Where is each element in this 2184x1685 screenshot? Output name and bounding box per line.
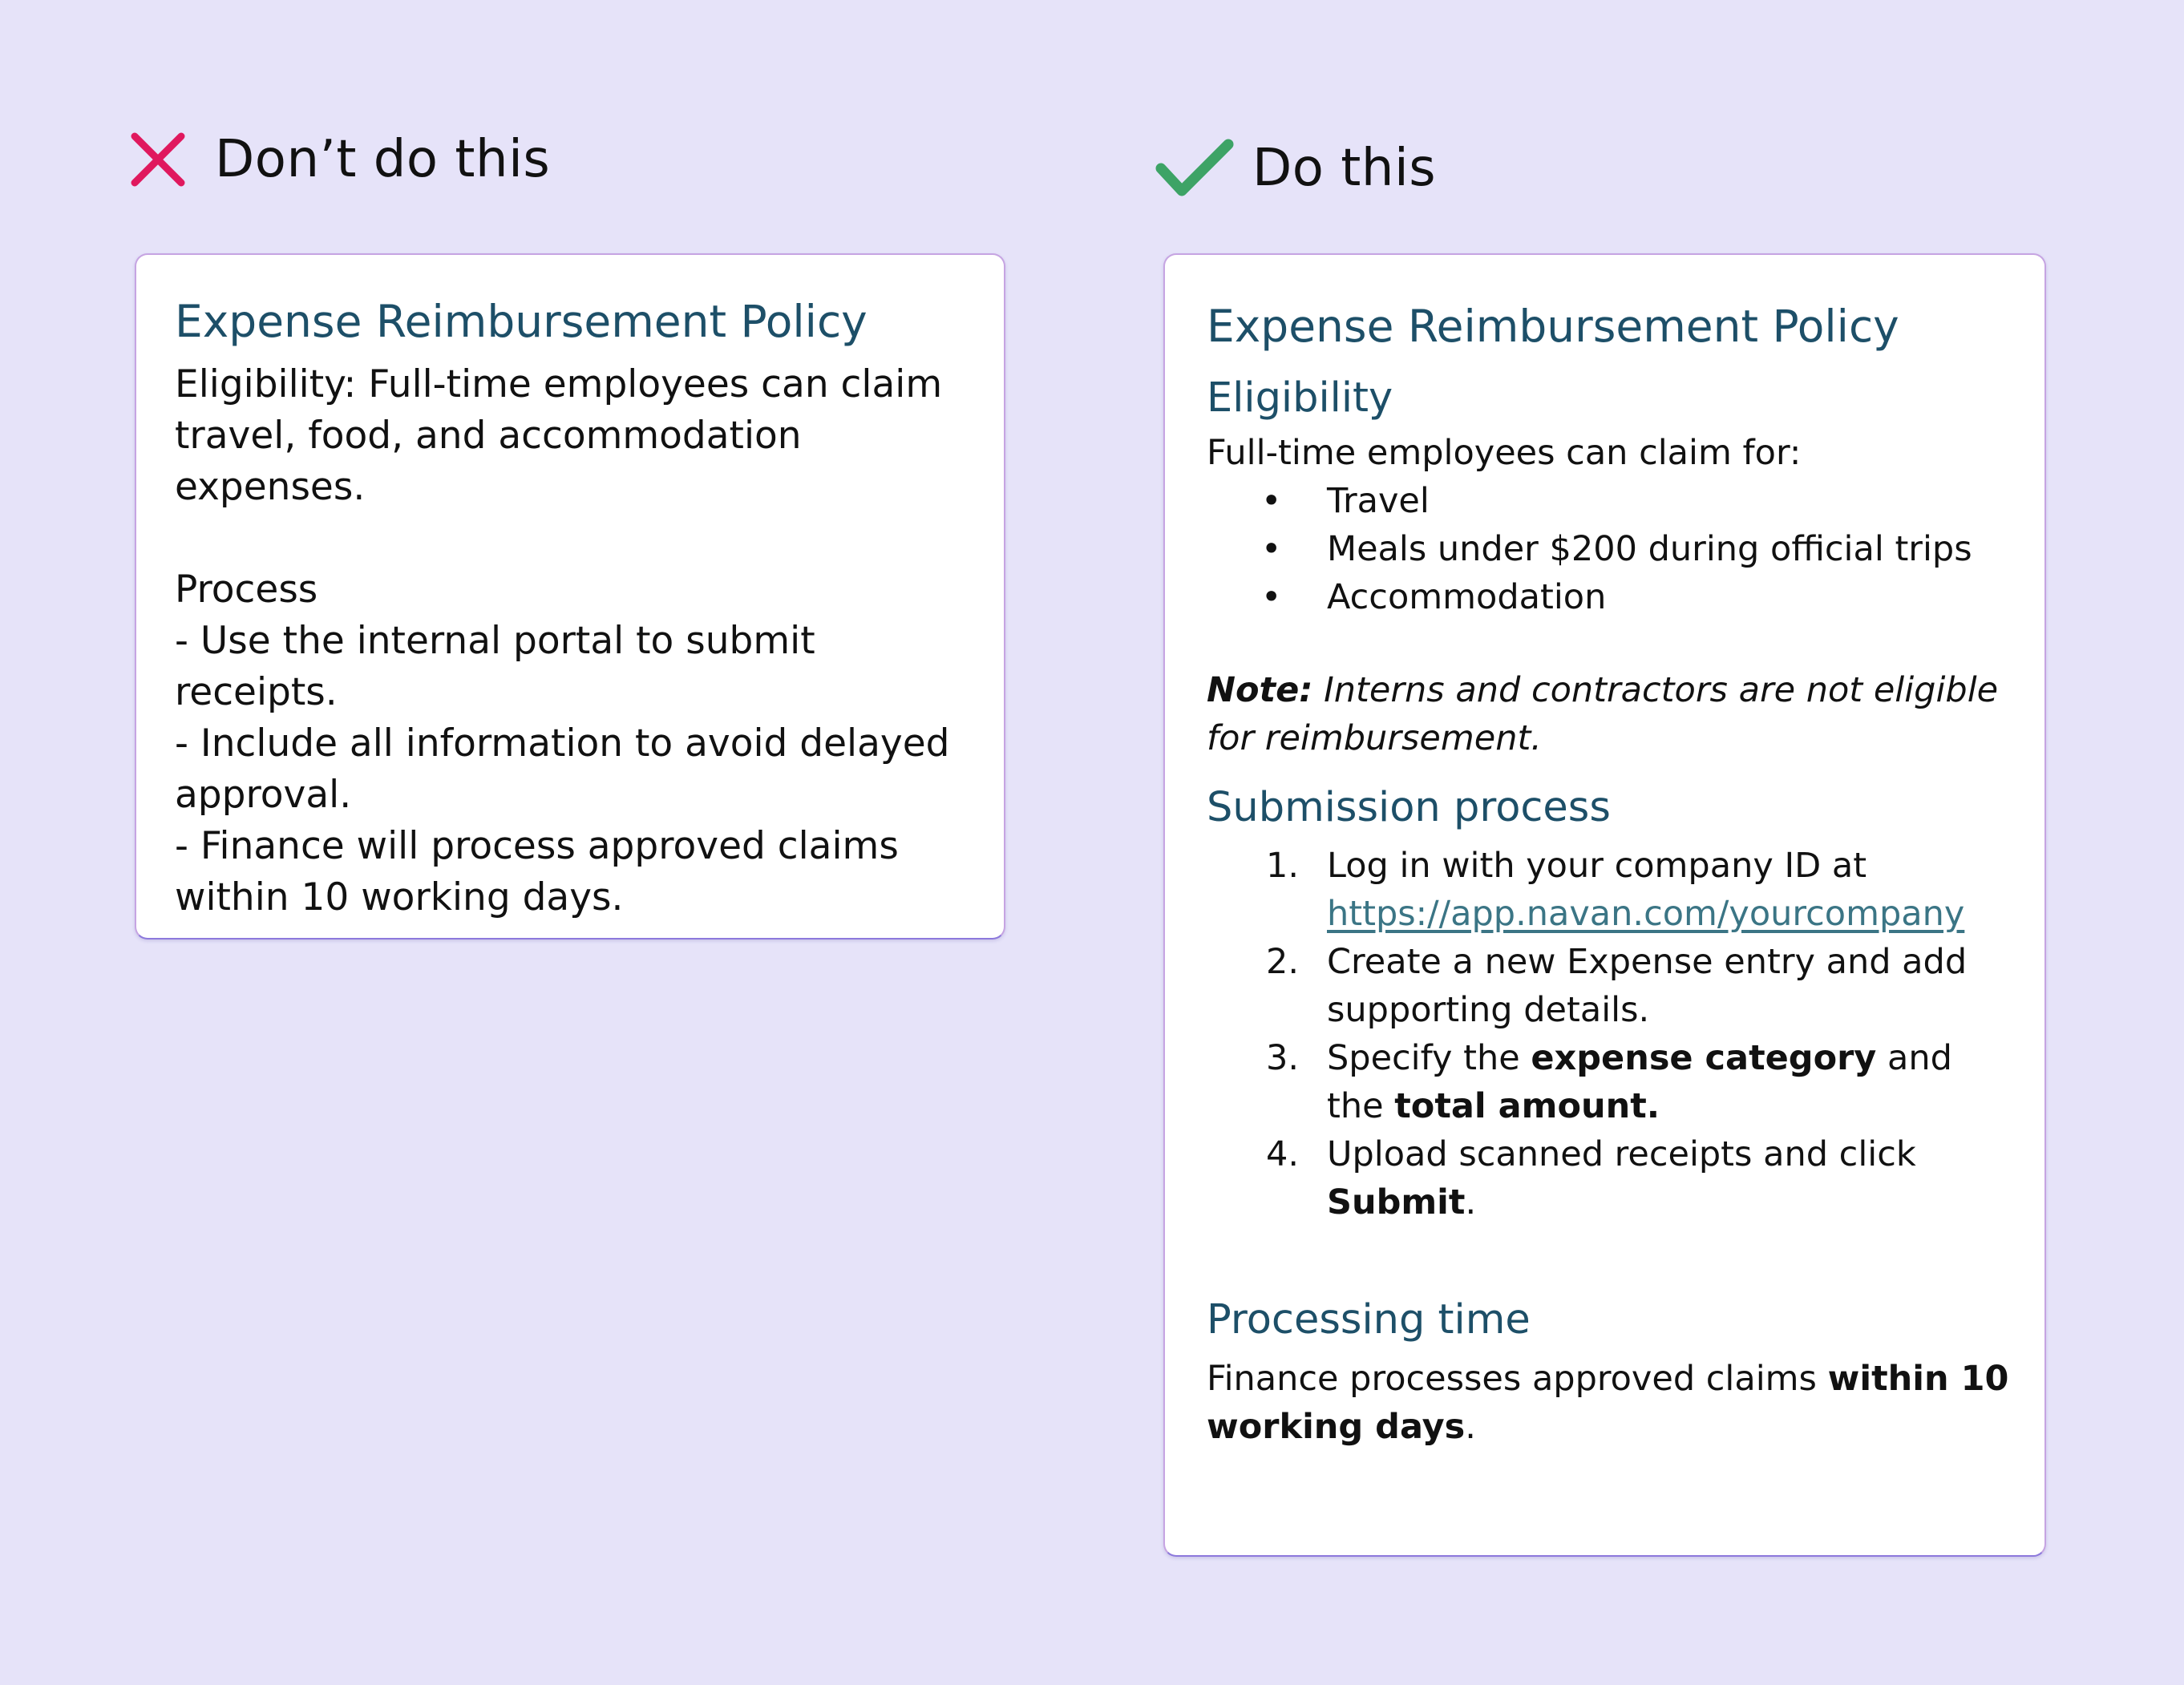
note [1207,666,2009,762]
eligibility-intro: Full-time employees can claim for: [1207,433,1802,474]
bullet-marker: • [1261,577,1282,618]
list-item-text: Accommodation [1327,577,1607,618]
processing-heading: Processing time [1207,1296,1531,1344]
do-heading-label: Do this [1252,139,1437,198]
submission-steps [1207,842,2009,1226]
list-item-text: Travel [1327,481,1430,522]
step-text: Specify the [1327,1038,1520,1079]
step-content [1327,1130,2009,1226]
bad-eligibility-text: Eligibility: Full-time employees can claim travel, food, and accommodation expenses. [175,362,943,509]
list-item [1207,1130,2009,1226]
bullet-marker: • [1261,481,1282,522]
dont-heading [128,130,550,189]
step-bold-text: total amount. [1394,1086,1660,1127]
bad-example-card [135,253,1005,939]
step-bold-text: expense category [1531,1038,1877,1079]
submission-heading: Submission process [1207,784,1611,832]
dont-heading-label: Don’t do this [215,130,551,189]
good-example-card [1163,253,2046,1557]
bad-card-title: Expense Reimbursement Policy [175,296,868,347]
processing-text [1207,1355,2009,1451]
portal-link[interactable]: https://app.navan.com/yourcompany [1327,894,1965,935]
step-number: 4. [1266,1134,1300,1175]
bad-process-label: Process [175,568,318,612]
processing-text-bold: within 10 working days [1207,1358,2009,1447]
list-item [1207,573,2009,621]
checkmark-icon [1155,136,1235,200]
do-heading [1155,136,1436,200]
list-item [1207,938,2009,1034]
eligibility-heading: Eligibility [1207,374,1393,422]
bad-process-item: - Include all information to avoid delayed approval. [175,721,950,817]
cross-icon [128,130,188,189]
step-bold-text: Submit [1327,1182,1466,1223]
eligibility-list [1207,477,2009,621]
note-label: Note: [1207,670,1313,711]
list-item-text: Meals under $200 during official trips [1327,529,1972,570]
processing-text-pre: Finance processes approved claims [1207,1358,1817,1399]
note-text: Interns and contractors are not eligible for reimbursement. [1207,670,1999,759]
step-number: 1. [1266,846,1300,887]
bad-card-body [175,359,969,923]
step-text: . [1465,1182,1477,1223]
list-item [1207,525,2009,573]
step-text: Upload scanned receipts and click [1327,1134,1916,1175]
step-text: and the [1327,1038,1952,1127]
processing-text-post: . [1465,1406,1476,1447]
list-item [1207,842,2009,938]
step-number: 2. [1266,942,1300,983]
step-content [1327,1034,2009,1130]
step-text: Log in with your company ID at [1327,846,1867,887]
step-content [1327,842,2009,938]
good-card-title: Expense Reimbursement Policy [1207,301,1899,352]
bullet-marker: • [1261,529,1282,570]
step-text: Create a new Expense entry and add supporting details. [1327,942,1968,1031]
list-item [1207,477,2009,525]
list-item [1207,1034,2009,1130]
bad-process-item: - Use the internal portal to submit receipts. [175,619,815,714]
bad-process-item: - Finance will process approved claims within 10 working days. [175,824,899,919]
step-number: 3. [1266,1038,1300,1079]
